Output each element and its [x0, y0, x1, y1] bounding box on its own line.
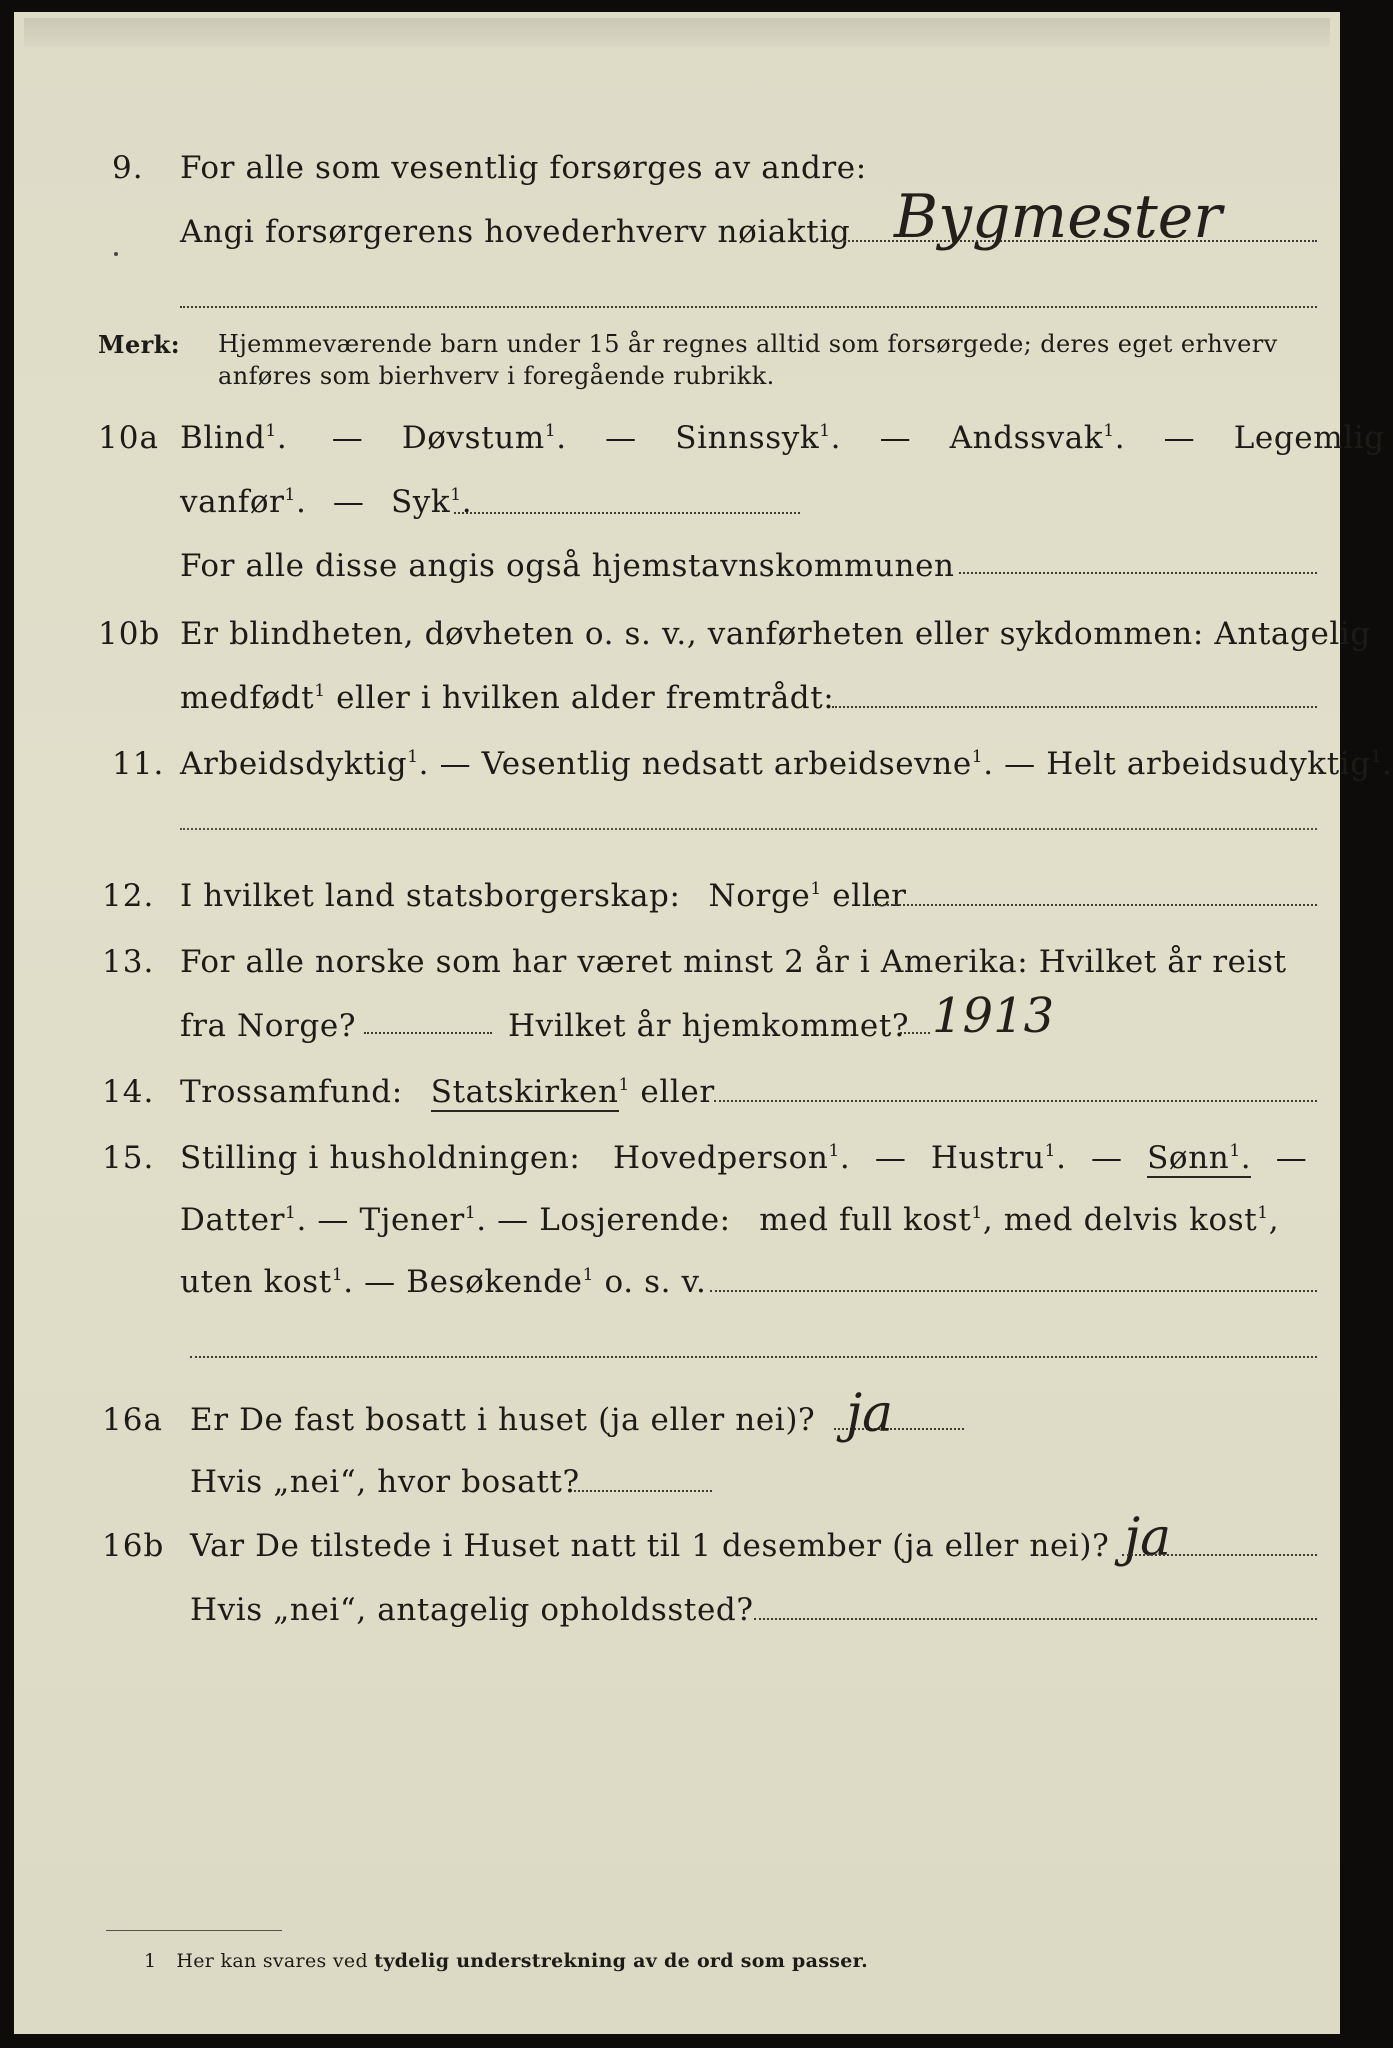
item-16a-line1: Er De fast bosatt i huset (ja eller nei)? [190, 1402, 816, 1438]
item-15-dotted-line [710, 1290, 1317, 1292]
merk-line1: Hjemmeværende barn under 15 år regnes alltid som forsørgede; deres eget erhverv [218, 330, 1278, 358]
item-10b-number: 10b [98, 616, 161, 652]
footnote-rule [106, 1930, 282, 1931]
item-12-number: 12. [102, 878, 155, 914]
item-13-hjemkommet-answer: 1913 [932, 988, 1055, 1044]
item-9-line1: For alle som vesentlig forsørges av andre: [180, 150, 867, 186]
item-13-number: 13. [102, 944, 155, 980]
item-14-dotted-line [714, 1100, 1317, 1102]
item-16a-number: 16a [102, 1402, 163, 1438]
item-9-extra-dotted-line [180, 306, 1317, 308]
item-13-line1: For alle norske som har været minst 2 år i Amerika: Hvilket år reist [180, 944, 1287, 980]
item-9-answer-handwriting: Bygmester [894, 182, 1222, 252]
item-10a-hjemstavn-dotted-line [959, 572, 1317, 574]
item-10b-line1: Er blindheten, døvheten o. s. v., vanførheten eller sykdommen: Antagelig [180, 616, 1371, 652]
item-14-line1: Trossamfund: Statskirken$^1$ eller [180, 1074, 715, 1110]
item-16b-answer: ja [1124, 1508, 1172, 1568]
item-9-line2: Angi forsørgerens hovederhverv nøiaktig [180, 214, 851, 250]
item-14-number: 14. [102, 1074, 155, 1110]
item-12-line1: I hvilket land statsborgerskap: Norge$^1$ eller [180, 878, 907, 914]
merk-label: Merk: [98, 330, 180, 359]
item-10b-dotted-line [832, 706, 1317, 708]
item-10a-dotted-line [454, 512, 800, 514]
census-form-page [14, 12, 1393, 2034]
item-10a-line1: Blind$^1$. — Døvstum$^1$. — Sinnssyk$^1$. — Andssvak$^1$. — Legemlig [180, 420, 1385, 456]
item-16b-dotted-line [1122, 1554, 1317, 1556]
item-11-rule [180, 828, 1317, 830]
item-16a-line2: Hvis „nei“, hvor bosatt? [190, 1464, 580, 1500]
item-13-hjemkommet-dotted-line [900, 1032, 930, 1034]
item-11-line1: Arbeidsdyktig$^1$. — Vesentlig nedsatt arbeidsevne$^1$. — Helt arbeidsudyktig$^1$. [180, 746, 1393, 782]
footnote: 1 Her kan svares ved tydelig understrekning av de ord som passer. [144, 1950, 869, 1972]
stray-dot [114, 252, 118, 256]
item-16a-answer: ja [846, 1384, 894, 1444]
item-13-hjemkommet: Hvilket år hjemkommet? [508, 1008, 910, 1044]
item-13-reist-dotted-line [364, 1032, 492, 1034]
item-10a-number: 10a [98, 420, 159, 456]
item-10a-line2: vanfør$^1$. — Syk$^1$. [180, 484, 473, 520]
item-15-line1: Stilling i husholdningen: Hovedperson$^1$. — Hustru$^1$. — Sønn$^1$. — [180, 1140, 1308, 1176]
item-16a-line2-dotted-line [574, 1490, 712, 1492]
item-15-extra-dotted-line [190, 1356, 1317, 1358]
merk-line2: anføres som bierhverv i foregående rubrikk. [218, 362, 775, 390]
item-16b-line1: Var De tilstede i Huset natt til 1 desember (ja eller nei)? [190, 1528, 1110, 1564]
item-9-number: 9. [112, 150, 144, 186]
item-15-line2: Datter$^1$. — Tjener$^1$. — Losjerende: med full kost$^1$, med delvis kost$^1$, [180, 1202, 1280, 1238]
item-15-number: 15. [102, 1140, 155, 1176]
item-11-number: 11. [112, 746, 165, 782]
item-13-fra-norge: fra Norge? [180, 1008, 357, 1044]
item-16b-line2: Hvis „nei“, antagelig opholdssted? [190, 1592, 754, 1628]
item-16b-number: 16b [102, 1528, 165, 1564]
page-top-edge [24, 18, 1330, 46]
item-12-dotted-line [872, 904, 1317, 906]
item-10a-line3: For alle disse angis også hjemstavnskommunen [180, 548, 955, 584]
item-15-line3: uten kost$^1$. — Besøkende$^1$ o. s. v. [180, 1264, 707, 1300]
item-10b-line2: medfødt$^1$ eller i hvilken alder fremtrådt: [180, 680, 835, 716]
item-16b-line2-dotted-line [754, 1618, 1317, 1620]
